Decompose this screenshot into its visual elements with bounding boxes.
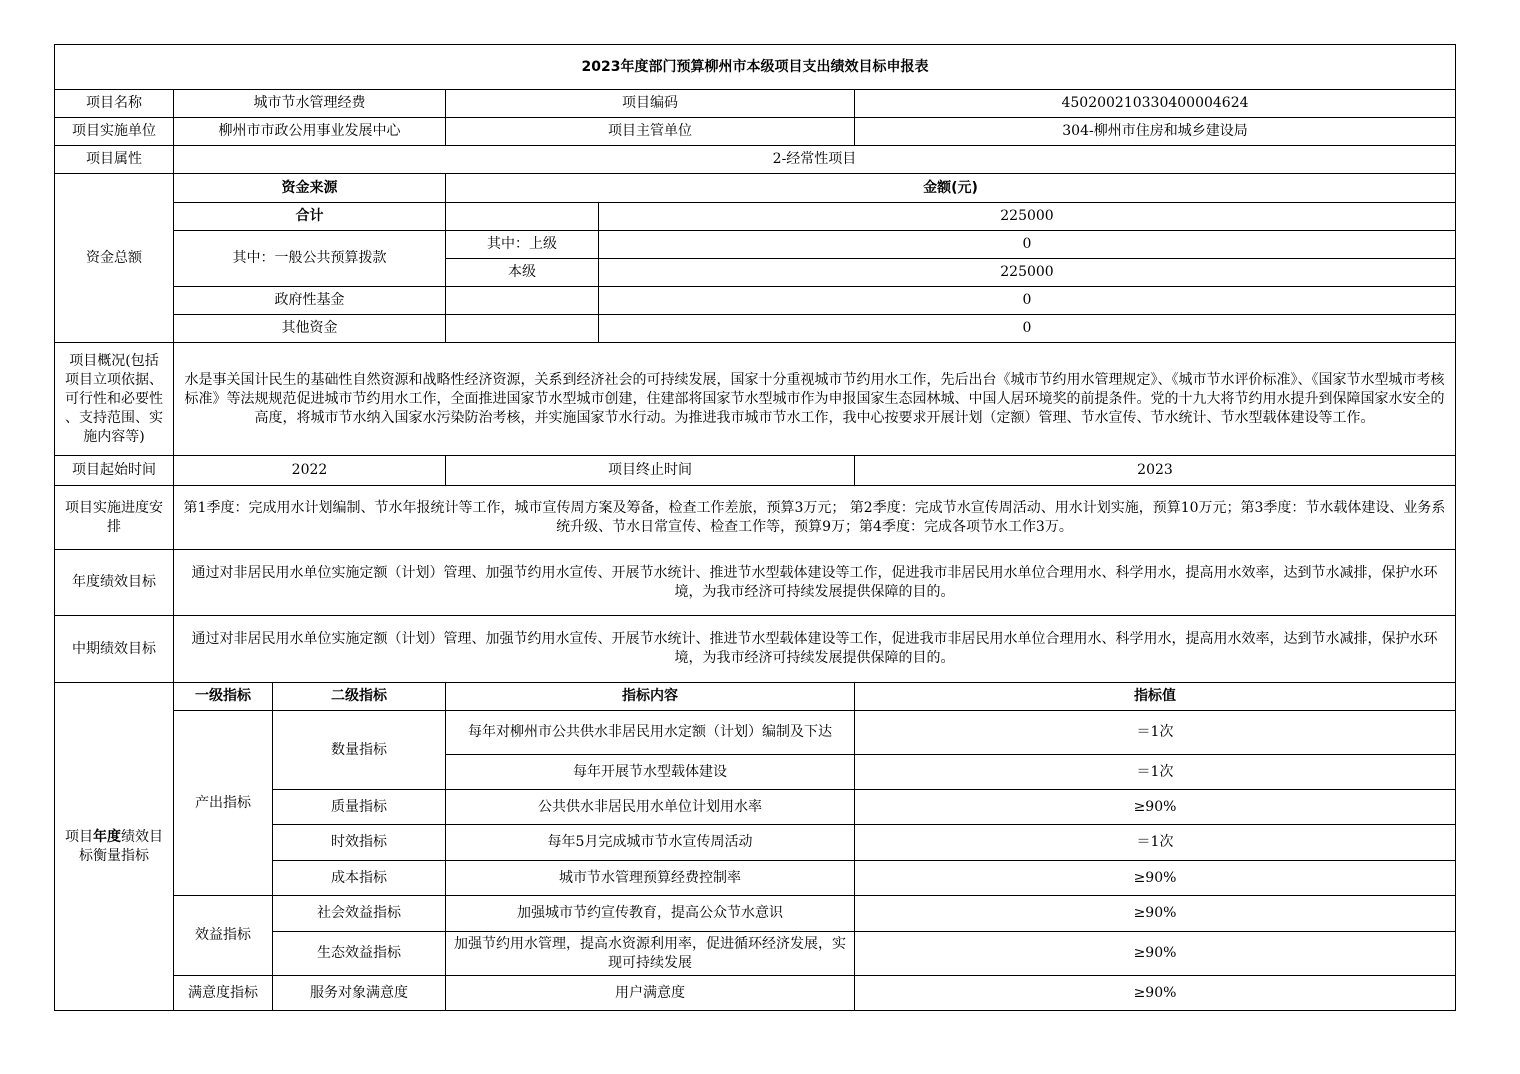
indicator-l2: 生态效益指标 [273,932,446,976]
indicator-value: ≥90% [855,932,1456,976]
indicator-value: ≥90% [855,861,1456,896]
end-time-value: 2023 [855,456,1456,486]
start-time-label: 项目起始时间 [55,456,174,486]
indicator-content: 加强节约用水管理，提高水资源利用率，促进循环经济发展，实现可持续发展 [446,932,855,976]
indicator-row [55,896,1456,932]
indicator-l2: 时效指标 [273,825,446,861]
satisfaction-indicator-label: 满意度指标 [174,976,273,1011]
funds-amount-header: 金额(元) [446,174,1456,203]
indicator-header-l2: 二级指标 [273,683,446,711]
indicator-content: 用户满意度 [446,976,855,1011]
indicator-value: ＝1次 [855,825,1456,861]
supervisor-value: 304-柳州市住房和城乡建设局 [855,118,1456,146]
indicator-value: ＝1次 [855,755,1456,790]
benefit-indicator-label: 效益指标 [174,896,273,976]
indicator-content: 每年5月完成城市节水宣传周活动 [446,825,855,861]
funds-source-header: 资金来源 [174,174,446,203]
impl-unit-label: 项目实施单位 [55,118,174,146]
indicator-l2: 成本指标 [273,861,446,896]
indicators-label-bold: 年度 [93,828,121,845]
indicator-content: 每年开展节水型载体建设 [446,755,855,790]
overview-label-line: 项目概况(包括 [69,352,159,369]
funds-local-value: 225000 [599,259,1456,287]
midterm-goal-label: 中期绩效目标 [55,616,174,683]
indicator-value: ≥90% [855,896,1456,932]
funds-other-blank [446,315,599,343]
indicator-l2: 社会效益指标 [273,896,446,932]
funds-section-label: 资金总额 [55,174,174,343]
midterm-goal-text: 通过对非居民用水单位实施定额（计划）管理、加强节约用水宣传、开展节水统计、推进节水型载体建设等工作，促进我市非居民用水单位合理用水、科学用水，提高用水效率，达到节水减排，保护水环境，为我市经济可持续发展提供保障的目的。 [174,616,1456,683]
funds-local-label: 本级 [446,259,599,287]
start-time-value: 2022 [174,456,446,486]
funds-gov-fund-label: 政府性基金 [174,287,446,315]
output-indicator-label: 产出指标 [174,711,273,896]
form-title: 2023年度部门预算柳州市本级项目支出绩效目标申报表 [55,45,1456,90]
indicator-l2: 数量指标 [273,711,446,790]
indicator-content: 加强城市节约宣传教育，提高公众节水意识 [446,896,855,932]
funds-gov-fund-blank [446,287,599,315]
overview-label-line: 项目立项依据、 [65,371,163,388]
overview-label-line: 、支持范围、实 [65,409,163,426]
indicator-row [55,976,1456,1011]
indicator-row [55,711,1456,755]
indicator-header-value: 指标值 [855,683,1456,711]
funds-total-label: 合计 [174,203,446,231]
annual-goal-label: 年度绩效目标 [55,550,174,616]
project-name-value: 城市节水管理经费 [174,90,446,118]
schedule-text: 第1季度：完成用水计划编制、节水年报统计等工作，城市宣传周方案及筹备，检查工作差旅，预算3万元； 第2季度：完成节水宣传周活动、用水计划实施，预算10万元；第3季度：节水载体建设、业务系统升级、节水日常宣传、检查工作等，预算9万；第4季度：完成各项节水工作3万。 [174,486,1456,550]
attribute-value: 2-经常性项目 [174,146,1456,174]
impl-unit-value: 柳州市市政公用事业发展中心 [174,118,446,146]
attribute-label: 项目属性 [55,146,174,174]
funds-upper-value: 0 [599,231,1456,259]
overview-label-line: 可行性和必要性 [65,390,163,407]
project-code-value: 450200210330400004624 [855,90,1456,118]
funds-upper-label: 其中：上级 [446,231,599,259]
indicators-label-pre: 项目 [65,828,93,845]
funds-total-blank [446,203,599,231]
overview-label-line: 施内容等) [83,428,145,445]
indicator-value: ≥90% [855,790,1456,825]
funds-other-label: 其他资金 [174,315,446,343]
indicator-header-content: 指标内容 [446,683,855,711]
indicator-content: 公共供水非居民用水单位计划用水率 [446,790,855,825]
funds-other-value: 0 [599,315,1456,343]
funds-general-label: 其中：一般公共预算拨款 [174,231,446,287]
supervisor-label: 项目主管单位 [446,118,855,146]
indicator-value: ＝1次 [855,711,1456,755]
performance-target-form [54,44,1456,1011]
indicator-content: 每年对柳州市公共供水非居民用水定额（计划）编制及下达 [446,711,855,755]
overview-text: 水是事关国计民生的基础性自然资源和战略性经济资源，关系到经济社会的可持续发展，国家十分重视城市节约用水工作，先后出台《城市节约用水管理规定》、《城市节水评价标准》、《国家节水型城市考核标准》等法规规范促进城市节约用水工作，全面推进国家节水型城市创建，住建部将国家节水型城市作为申报国家生态园林城、中国人居环境奖的前提条件。党的十九大将节约用水提升到保障国家水安全的高度，将城市节水纳入国家水污染防治考核，并实施国家节水行动。为推进我市城市节水工作，我中心按要求开展计划（定额）管理、节水宣传、节水统计、节水型载体建设等工作。 [174,343,1456,456]
project-code-label: 项目编码 [446,90,855,118]
indicator-content: 城市节水管理预算经费控制率 [446,861,855,896]
indicator-l2: 服务对象满意度 [273,976,446,1011]
indicator-l2: 质量指标 [273,790,446,825]
overview-label [55,343,174,456]
annual-goal-text: 通过对非居民用水单位实施定额（计划）管理、加强节约用水宣传、开展节水统计、推进节水型载体建设等工作，促进我市非居民用水单位合理用水、科学用水，提高用水效率，达到节水减排，保护水环境，为我市经济可持续发展提供保障的目的。 [174,550,1456,616]
indicators-label [55,683,174,1011]
project-name-label: 项目名称 [55,90,174,118]
indicator-value: ≥90% [855,976,1456,1011]
indicator-header-l1: 一级指标 [174,683,273,711]
schedule-label: 项目实施进度安排 [55,486,174,550]
funds-total-value: 225000 [599,203,1456,231]
indicators-label-post: 绩效目标衡量指标 [79,828,163,864]
funds-gov-fund-value: 0 [599,287,1456,315]
end-time-label: 项目终止时间 [446,456,855,486]
